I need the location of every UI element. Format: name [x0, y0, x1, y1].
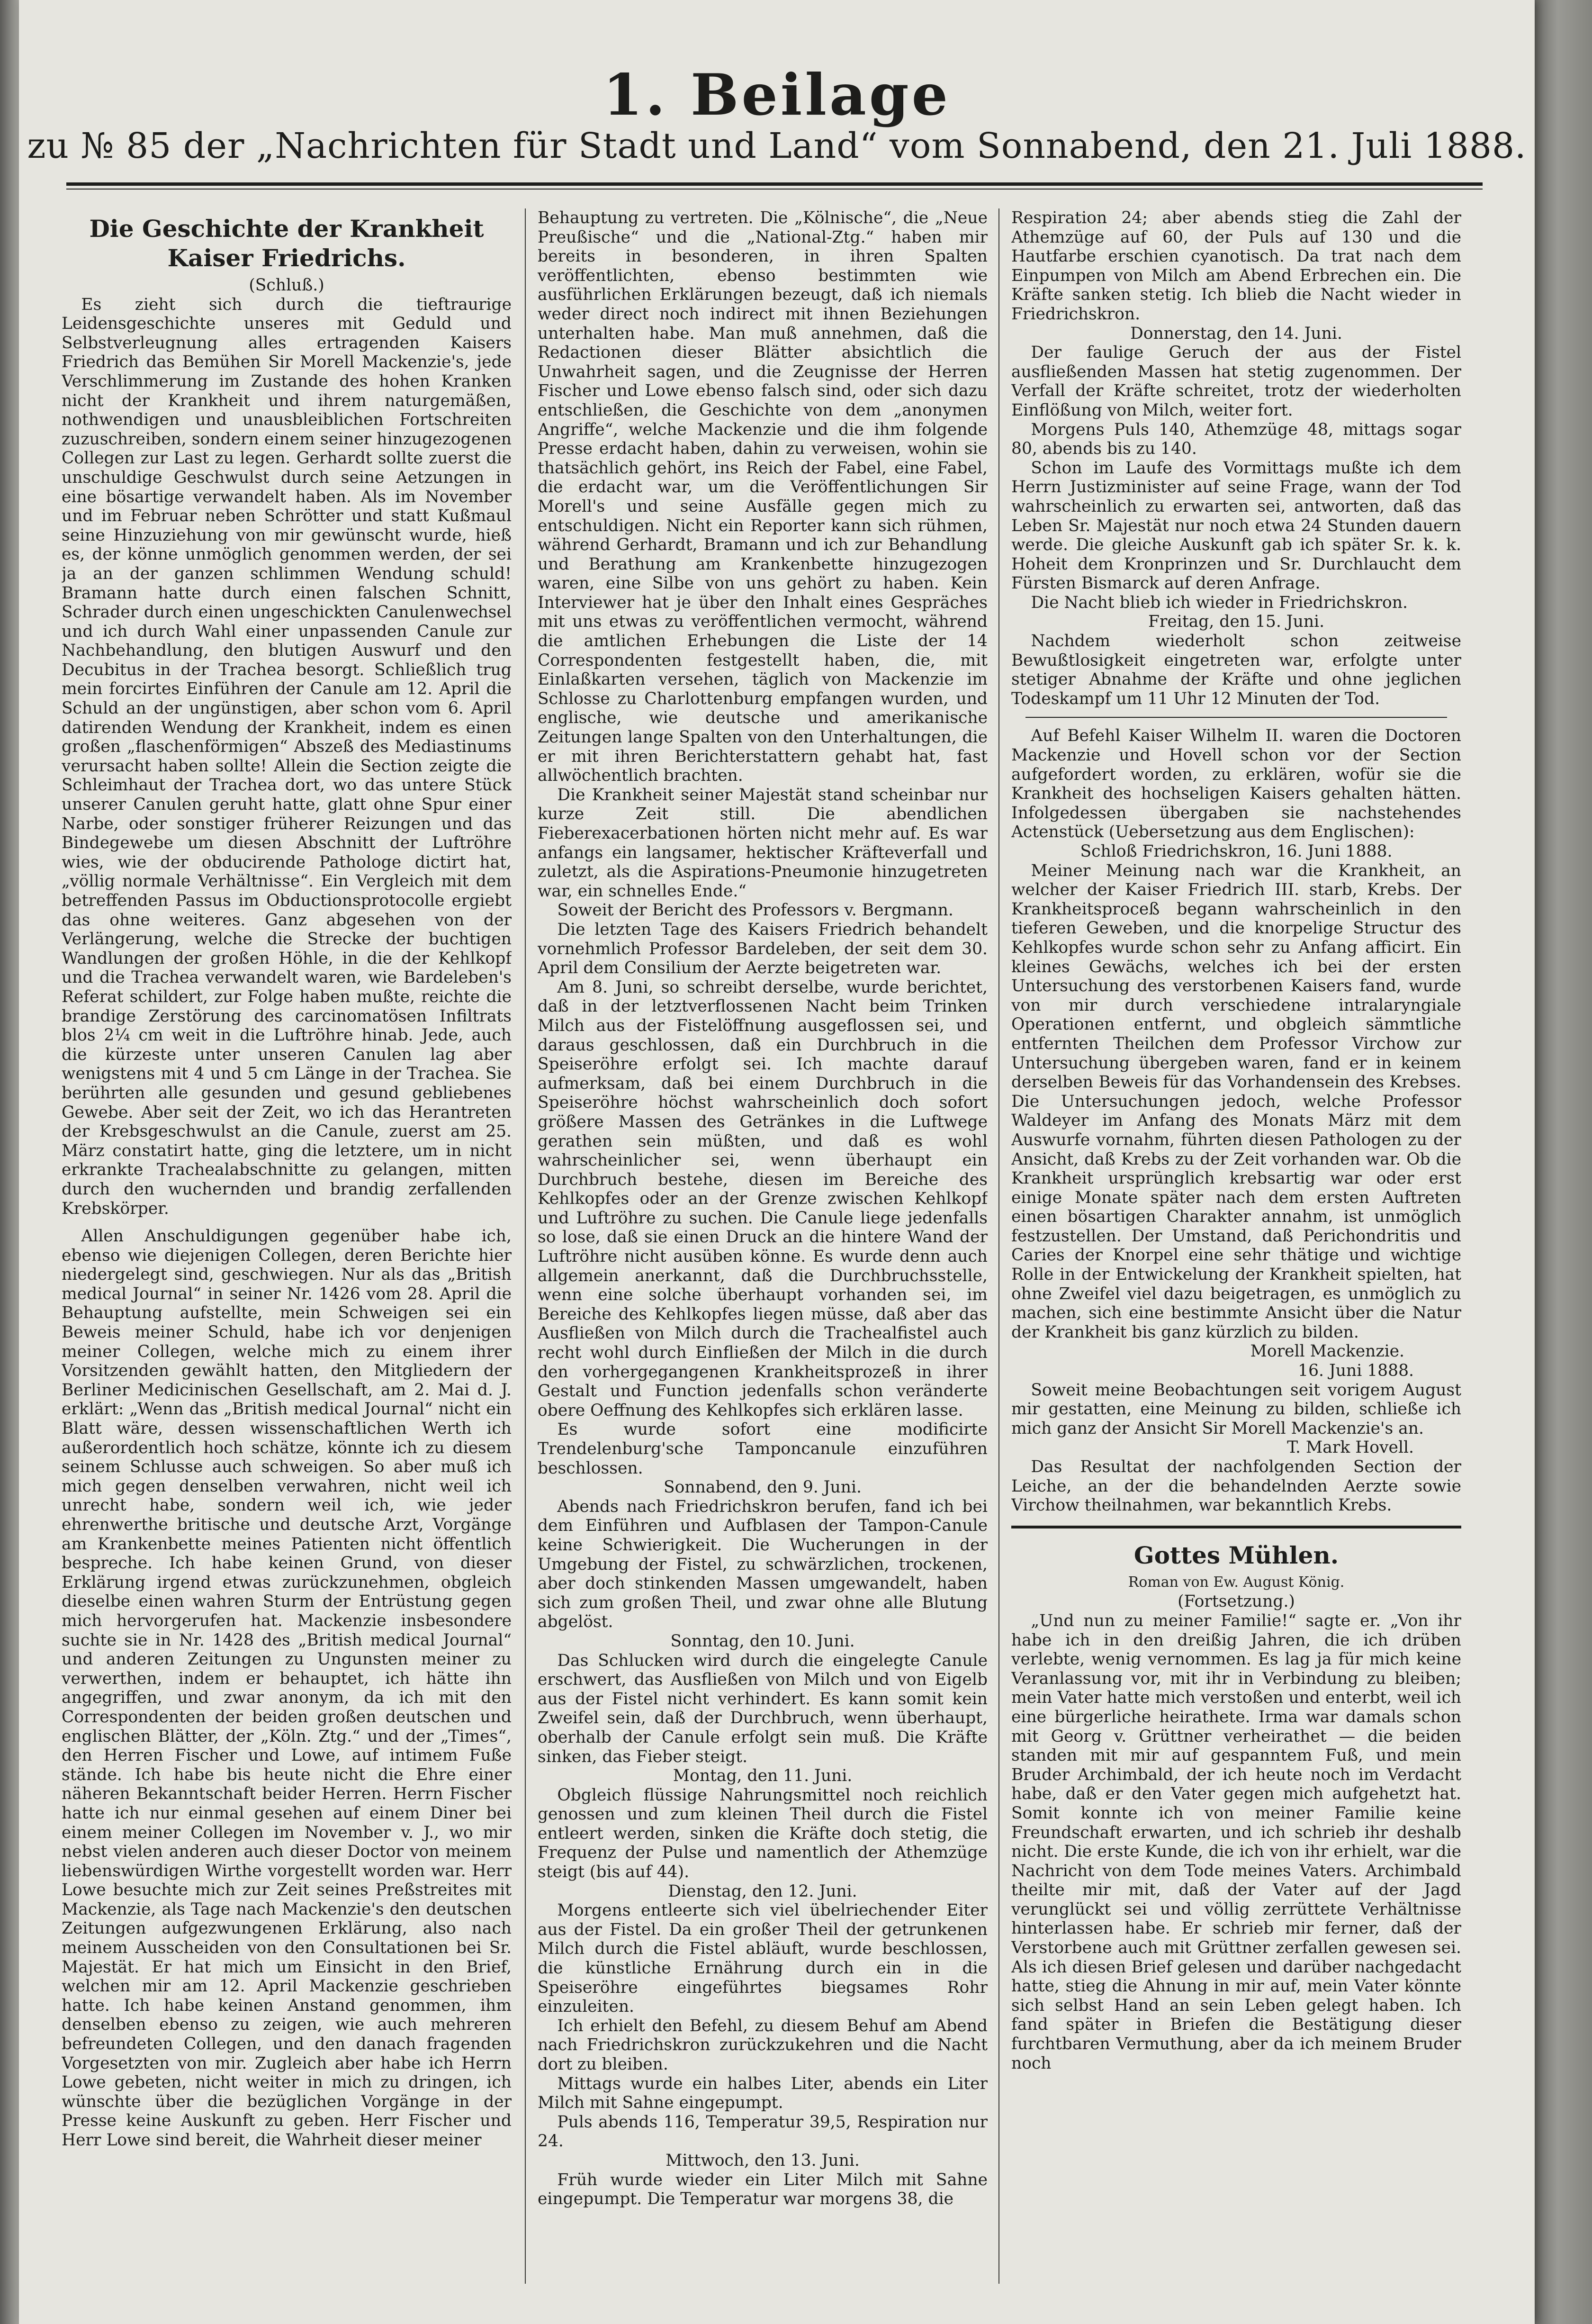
- header-rule-thick: [66, 182, 1483, 186]
- novel-title: Gottes Mühlen.: [1133, 1541, 1339, 1569]
- signature-date: 16. Juni 1888.: [1298, 1361, 1414, 1381]
- paragraph: Die letzten Tage des Kaisers Friedrich behandelt vornehmlich Professor Bardeleben, der seit dem 30. April dem Consilium der Aerzte beigetreten war.: [538, 920, 988, 978]
- diary-date: Freitag, den 15. Juni.: [1148, 612, 1325, 632]
- paragraph: Meiner Meinung nach war die Krankheit, an welcher der Kaiser Friedrich III. starb, Krebs. Der Krankheitsproceß begann wahrscheinlich in den tieferen Geweben, und die knorpelige Structur des Kehlkopfes wurde schon sehr zu Anfang afficirt. Ein kleines Gewächs, welches ich bei der ersten Untersuchung des verstorbenen Kaisers fand, wurde von mir durch verschiedene intralaryngiale Operationen entfernt, und obgleich sämmtliche entfernten Theilchen dem Professor Virchow zur Untersuchung übergeben waren, fand er in keinem derselben Beweis für das Vorhandensein des Krebses. Die Untersuchungen jedoch, welche Professor Waldeyer im Anfang des Monats März mit dem Auswurfe vornahm, führten diesen Pathologen zu der Ansicht, daß Krebs zu der Zeit vorhanden war. Ob die Krankheit ursprünglich krebsartig war oder erst einige Monate später nach dem ersten Auftreten einen bösartigen Charakter annahm, ist unmöglich festzustellen. Der Umstand, daß Perichondritis und Caries der Knorpel eine sehr thätige und wichtige Rolle in der Entwickelung der Krankheit spielten, hat ohne Zweifel viel dazu beigetragen, es unmöglich zu machen, sich eine bestimmte Ansicht über die Natur der Krankheit bis ganz kürzlich zu bilden.: [1011, 861, 1461, 1342]
- paragraph: Die Nacht blieb ich wieder in Friedrichskron.: [1031, 593, 1408, 612]
- diary-date: Sonnabend, den 9. Juni.: [664, 1478, 862, 1497]
- paragraph: Früh wurde wieder ein Liter Milch mit Sahne eingepumpt. Die Temperatur war morgens 38, die: [538, 2170, 988, 2209]
- paragraph: Morgens entleerte sich viel übelriechender Eiter aus der Fistel. Da ein großer Theil der getrunkenen Milch durch die Fistel abläuft, wurde beschlossen, die künstliche Ernährung durch ein in die Speiseröhre eingeführtes biegsames Rohr einzuleiten.: [538, 1901, 988, 2017]
- paragraph: Schon im Laufe des Vormittags mußte ich dem Herrn Justizminister auf seine Frage, wann der Tod wahrscheinlich zu erwarten sei, antworten, daß das Leben Sr. Majestät nur noch etwa 24 Stunden dauern werde. Die gleiche Auskunft gab ich später Sr. k. k. Hoheit dem Kronprinzen und Sr. Durchlaucht dem Fürsten Bismarck auf deren Anfrage.: [1011, 458, 1461, 593]
- paragraph: Mittags wurde ein halbes Liter, abends ein Liter Milch mit Sahne eingepumpt.: [538, 2074, 988, 2113]
- paragraph: Soweit meine Beobachtungen seit vorigem August mir gestatten, eine Meinung zu bilden, schließe ich mich ganz der Ansicht Sir Morell Mackenzie's an.: [1011, 1380, 1461, 1438]
- header-rule-thin: [66, 189, 1483, 190]
- paragraph: Nachdem wiederholt schon zeitweise Bewußtlosigkeit eingetreten war, erfolgte unter stetiger Abnahme der Kräfte und ohne jeglichen Todeskampf um 11 Uhr 12 Minuten der Tod.: [1011, 632, 1461, 708]
- paragraph: Auf Befehl Kaiser Wilhelm II. waren die Doctoren Mackenzie und Hovell schon vor der Section aufgefordert worden, zu erklären, wofür sie die Krankheit des hochseligen Kaisers gehalten hätten. Infolgedessen übergaben sie nachstehendes Actenstück (Uebersetzung aus dem Englischen):: [1011, 726, 1461, 842]
- paragraph: Obgleich flüssige Nahrungsmittel noch reichlich genossen und zum kleinen Theil durch die Fistel entleert werden, sinken die Kräfte doch stetig, die Frequenz der Pulse und namentlich der Athemzüge steigt (bis auf 44).: [538, 1785, 988, 1882]
- article-divider: [1011, 1526, 1461, 1528]
- column-separator: [525, 208, 526, 2284]
- page-edge-background: [1535, 0, 1592, 2324]
- paragraph: Abends nach Friedrichskron berufen, fand ich bei dem Einführen und Aufblasen der Tampon-Canule keine Schwierigkeit. Die Wucherungen in der Umgebung der Fistel, zu schwärzlichen, trockenen, aber doch stinkenden Massen umgewandelt, haben sich zum großen Theil, und zwar ohne alle Blutung abgelöst.: [538, 1497, 988, 1632]
- diary-date: Montag, den 11. Juni.: [673, 1766, 853, 1786]
- paragraph: Behauptung zu vertreten. Die „Kölnische“, die „Neue Preußische“ und die „National-Ztg.“ haben mir bereits in besonderen, in ihren Spalten veröffentlichten, ebenso bestimmten wie ausführlichen Erklärungen bezeugt, daß ich niemals weder direct noch indirect mit ihnen Beziehungen unterhalten habe. Man muß annehmen, daß die Redactionen dieser Blätter absichtlich die Unwahrheit sagen, und die Zeugnisse der Herren Fischer und Lowe ebenso falsch sind, oder sich dazu entschließen, die Geschichte von dem „anonymen Angriffe“, welche Mackenzie und die ihm folgende Presse erdacht haben, dahin zu verweisen, wohin sie thatsächlich gehört, ins Reich der Fabel, eine Fabel, die erdacht war, um die Veröffentlichungen Sir Morell's und seine Ausfälle gegen mich zu entschuldigen. Nicht ein Reporter kann sich rühmen, während Gerhardt, Bramann und ich zur Behandlung und Berathung am Krankenbette hinzugezogen waren, eine Silbe von uns gehört zu haben. Kein Interviewer hat je über den Inhalt eines Gespräches mit uns etwas zu veröffentlichen vermocht, während die amtlichen Erhebungen die Liste der 14 Correspondenten festgestellt haben, die, mit Einlaßkarten versehen, täglich von Mackenzie im Schlosse zu Charlottenburg empfangen wurden, und englische, wie deutsche und amerikanische Zeitungen lange Spalten von den Unterhaltungen, die er mit ihren Berichterstattern gehabt hat, fast allwöchentlich brachten.: [538, 208, 988, 786]
- signature: Morell Mackenzie.: [1250, 1342, 1404, 1361]
- diary-date: Donnerstag, den 14. Juni.: [1130, 324, 1342, 343]
- column-2: [538, 208, 988, 2279]
- novel-byline: Roman von Ew. August König.: [1128, 1573, 1345, 1591]
- document-place-date: Schloß Friedrichskron, 16. Juni 1888.: [1080, 842, 1393, 861]
- supplement-title: 1. Beilage: [603, 62, 951, 128]
- novel-continuation: (Fortsetzung.): [1178, 1592, 1295, 1611]
- paragraph: Die Krankheit seiner Majestät stand scheinbar nur kurze Zeit still. Die abendlichen Fieberexacerbationen hörten nicht mehr auf. Es war anfangs ein langsamer, hektischer Kräfteverfall und zuletzt, als die Aspirations-Pneumonie hinzugetreten war, ein schnelles Ende.“: [538, 785, 988, 901]
- paragraph: Puls abends 116, Temperatur 39,5, Respiration nur 24.: [538, 2112, 988, 2151]
- paragraph: Das Schlucken wird durch die eingelegte Canule erschwert, das Ausfließen von Milch und von Eigelb aus der Fistel nicht verhindert. Es kann somit kein Zweifel sein, daß der Durchbruch, wenn überhaupt, oberhalb der Canule erfolgt sein muß. Die Kräfte sinken, das Fieber steigt.: [538, 1651, 988, 1766]
- paragraph: Es wurde sofort eine modificirte Trendelenburg'sche Tamponcanule einzuführen beschlossen.: [538, 1420, 988, 1478]
- paragraph: Morgens Puls 140, Athemzüge 48, mittags sogar 80, abends bis zu 140.: [1011, 420, 1461, 459]
- paragraph: Ich erhielt den Befehl, zu diesem Behuf am Abend nach Friedrichskron zurückzukehren und die Nacht dort zu bleiben.: [538, 2016, 988, 2074]
- diary-date: Mittwoch, den 13. Juni.: [666, 2151, 860, 2170]
- left-binding-strip: [0, 0, 19, 2324]
- paragraph: Das Resultat der nachfolgenden Section der Leiche, an der die behandelnden Aerzte sowie Virchow theilnahmen, war bekanntlich Krebs.: [1011, 1457, 1461, 1515]
- issue-line: zu № 85 der „Nachrichten für Stadt und Land“ vom Sonnabend, den 21. Juli 1888.: [27, 126, 1527, 166]
- column-1: [62, 208, 512, 2279]
- diary-date: Dienstag, den 12. Juni.: [668, 1881, 857, 1901]
- paragraph: Am 8. Juni, so schreibt derselbe, wurde berichtet, daß in der letztverflossenen Nacht beim Trinken Milch aus der Fistelöffnung ausgeflossen sei, und daraus geschlossen, daß ein Durchbruch in die Speiseröhre erfolgt sei. Ich machte darauf aufmerksam, daß bei einem Durchbruch in die Speiseröhre höchst wahrscheinlich doch sofort größere Massen des Getränkes in die Luftwege gerathen sein müßten, und daß es wohl wahrscheinlicher sei, wenn überhaupt ein Durchbruch bestehe, diesen im Bereiche des Kehlkopfes oder an der Grenze zwischen Kehlkopf und Luftröhre zu suchen. Die Canule liege jedenfalls so lose, daß sie einen Druck an die hintere Wand der Luftröhre nicht ausüben könne. Es wurde denn auch allgemein anerkannt, daß die Durchbruchsstelle, wenn eine solche überhaupt vorhanden sei, im Bereiche des Kehlkopfes liegen müsse, daß aber das Ausfließen von Milch durch die Trachealfistel auch recht wohl durch Einfließen der Milch in die durch den vorhergegangenen Krankheitsprozeß in ihrer Gestalt und Function jedenfalls schon veränderte obere Oeffnung des Kehlkopfes sich erklären lasse.: [538, 977, 988, 1420]
- newspaper-page: [19, 0, 1535, 2324]
- paragraph: Allen Anschuldigungen gegenüber habe ich, ebenso wie diejenigen Collegen, deren Berichte hier niedergelegt sind, geschwiegen. Nur als das „British medical Journal“ in seiner Nr. 1426 vom 28. April die Behauptung aufstellte, mein Schweigen sei ein Beweis meiner Schuld, habe ich vor denjenigen meiner Collegen, welche mich zu einem ihrer Vorsitzenden gewählt hatten, den Mitgliedern der Berliner Medicinischen Gesellschaft, am 2. Mai d. J. erklärt: „Wenn das „British medical Journal“ nicht ein Blatt wäre, dessen wissenschaftlichen Werth ich außerordentlich hoch schätze, könnte ich zu diesem seinem Schlusse auch schweigen. So aber muß ich mich gegen denselben verwahren, nicht weil ich unrecht habe, sondern weil ich, wie jeder ehrenwerthe britische und deutsche Arzt, Vorgänge am Krankenbette meines Patienten nicht öffentlich bespreche. Ich habe keinen Grund, von dieser Erklärung irgend etwas zurückzunehmen, obgleich dieselbe einen wahren Sturm der Entrüstung gegen mich hervorgerufen hat. Mackenzie insbesondere suchte sie in Nr. 1428 des „British medical Journal“ und anderen Zeitungen zu Ungunsten meiner zu verwerthen, indem er behauptet, ich hätte ihn angegriffen, und zwar anonym, da ich mit den Correspondenten der beiden großen deutschen und englischen Blätter, der „Köln. Ztg.“ und der „Times“, den Herren Fischer und Lowe, auf intimem Fuße stände. Ich habe bis heute nicht die Ehre einer näheren Bekanntschaft beider Herren. Herrn Fischer hatte ich nur einmal gesehen auf einem Diner bei einem meiner Collegen im November v. J., wo mir nebst vielen anderen auch dieser Doctor von meinem liebenswürdigen Wirthe vorgestellt worden war. Herr Lowe besuchte mich zur Zeit seines Preßstreites mit Mackenzie, als Tage nach Mackenzie's den deutschen Zeitungen aufgezwungenen Erklärung, also nach meinem Ausscheiden von den Consultationen bei Sr. Majestät. Er hat mich um Einsicht in den Brief, welchen mir am 12. April Mackenzie geschrieben hatte. Ich habe keinen Anstand genommen, ihm denselben ebenso zu zeigen, wie auch mehreren befreundeten Collegen, und den danach fragenden Vorgesetzten von mir. Zugleich aber habe ich Herrn Lowe gebeten, nicht weiter in mich zu dringen, ich wünschte über die bezüglichen Vorgänge in der Presse keine Auskunft zu geben. Herr Fischer und Herr Lowe sind bereit, die Wahrheit dieser meiner: [62, 1227, 512, 2150]
- signature: T. Mark Hovell.: [1287, 1438, 1414, 1457]
- diary-date: Sonntag, den 10. Juni.: [670, 1631, 855, 1651]
- column-separator: [998, 208, 999, 2284]
- paragraph: „Und nun zu meiner Familie!“ sagte er. „Von ihr habe ich in den dreißig Jahren, die ich drüben verlebte, wenig vernommen. Es lag ja für mich keine Veranlassung vor, mit ihr in Verbindung zu bleiben; mein Vater hatte mich verstoßen und enterbt, weil ich eine bürgerliche heirathete. Irma war damals schon mit Georg v. Grüttner verheirathet — die beiden standen mit mir auf gespanntem Fuß, und mein Bruder Archimbald, der ich heute noch im Verdacht habe, daß er den Vater gegen mich aufgehetzt hat. Somit konnte ich von meiner Familie keine Freundschaft erwarten, und ich schrieb ihr deshalb nicht. Die erste Kunde, die ich von ihr erhielt, war die Nachricht von dem Tode meines Vaters. Archimbald theilte mir mit, daß der Vater auf der Jagd verunglückt sei und völlig zerrüttete Verhältnisse hinterlassen habe. Er schrieb mir ferner, daß der Verstorbene auch mit Grüttner zerfallen gewesen sei. Als ich diesen Brief gelesen und darüber nachgedacht hatte, stieg die Ahnung in mir auf, mein Vater könnte sich selbst Hand an sein Leben gelegt haben. Ich fand später in Briefen die Bestätigung dieser furchtbaren Vermuthung, aber da ich meinem Bruder noch: [1011, 1611, 1461, 2073]
- section-divider: [1025, 717, 1447, 718]
- paragraph: Es zieht sich durch die tieftraurige Leidensgeschichte unseres mit Geduld und Selbstverleugnung alles ertragenden Kaisers Friedrich das Bemühen Sir Morell Mackenzie's, jede Verschlimmerung im Zustande des hohen Kranken nicht der Krankheit und ihrem naturgemäßen, nothwendigen und unausbleiblichen Fortschreiten zuzuschreiben, sondern einem seiner hinzugezogenen Collegen zur Last zu legen. Gerhardt sollte zuerst die unschuldige Geschwulst durch seine Aetzungen in eine bösartige verwandelt haben. Als im November und im Februar neben Schrötter und statt Kußmaul seine Hinzuziehung von mir gewünscht wurde, hieß es, der könne unmöglich genommen werden, der sei ja an der ganzen schlimmen Wendung schuld! Bramann hatte durch einen falschen Schnitt, Schrader durch einen ungeschickten Canulenwechsel und ich durch Wahl einer unpassenden Canule zur Nachbehandlung, den blutigen Auswurf und den Decubitus in der Trachea besorgt. Schließlich trug mein forcirtes Einführen der Canule am 12. April die Schuld an der ungünstigen, aber schon vom 6. April datirenden Wendung der Krankheit, indem es einen großen „flaschenförmigen“ Abszeß des Mediastinums verursacht haben sollte! Allein die Section zeigte die Schleimhaut der Trachea dort, wo das untere Stück unserer Canulen geruht hatte, glatt ohne Spur einer Narbe, oder sonstiger früherer Reizungen und das Bindegewebe um diesen Abschnitt der Luftröhre wies, wie der obducirende Pathologe dictirt hat, „völlig normale Verhältnisse“. Ein Vergleich mit dem betreffenden Passus im Obductionsprotocolle ergiebt das ohne weiteres. Ganz abgesehen von der Verlängerung, welche die Strecke der buchtigen Wandlungen der großen Höhle, in die der Kehlkopf und die Trachea verwandelt waren, wie Bardeleben's Referat schildert, zur Folge haben mußte, reichte die brandige Zerstörung des carcinomatösen Infiltrats blos 2¼ cm weit in die Luftröhre hinab. Jede, auch die kürzeste unter unseren Canulen lag aber wenigstens mit 4 und 5 cm Länge in der Trachea. Sie berührten alle gesunden und gesund gebliebenes Gewebe. Aber seit der Zeit, wo ich das Herantreten der Krebsgeschwulst an die Canule, zuerst am 25. März constatirt hatte, ging die letztere, um in nicht erkrankte Trachealabschnitte zu gelangen, mitten durch den wuchernden und brandig zerfallenden Krebskörper.: [62, 295, 512, 1218]
- column-3: [1011, 208, 1461, 2279]
- paragraph: Soweit der Bericht des Professors v. Bergmann.: [557, 901, 953, 920]
- article-title: Die Geschichte der Krankheit Kaiser Friedrichs.: [89, 215, 484, 272]
- article-continuation: (Schluß.): [249, 276, 324, 295]
- paragraph: Respiration 24; aber abends stieg die Zahl der Athemzüge auf 60, der Puls auf 130 und die Hautfarbe erschien cyanotisch. Da trat nach dem Einpumpen von Milch am Abend Erbrechen ein. Die Kräfte sanken stetig. Ich blieb die Nacht wieder in Friedrichskron.: [1011, 208, 1461, 324]
- paragraph: Der faulige Geruch der aus der Fistel ausfließenden Massen hat stetig zugenommen. Der Verfall der Kräfte schreitet, trotz der wiederholten Einflößung von Milch, weiter fort.: [1011, 343, 1461, 420]
